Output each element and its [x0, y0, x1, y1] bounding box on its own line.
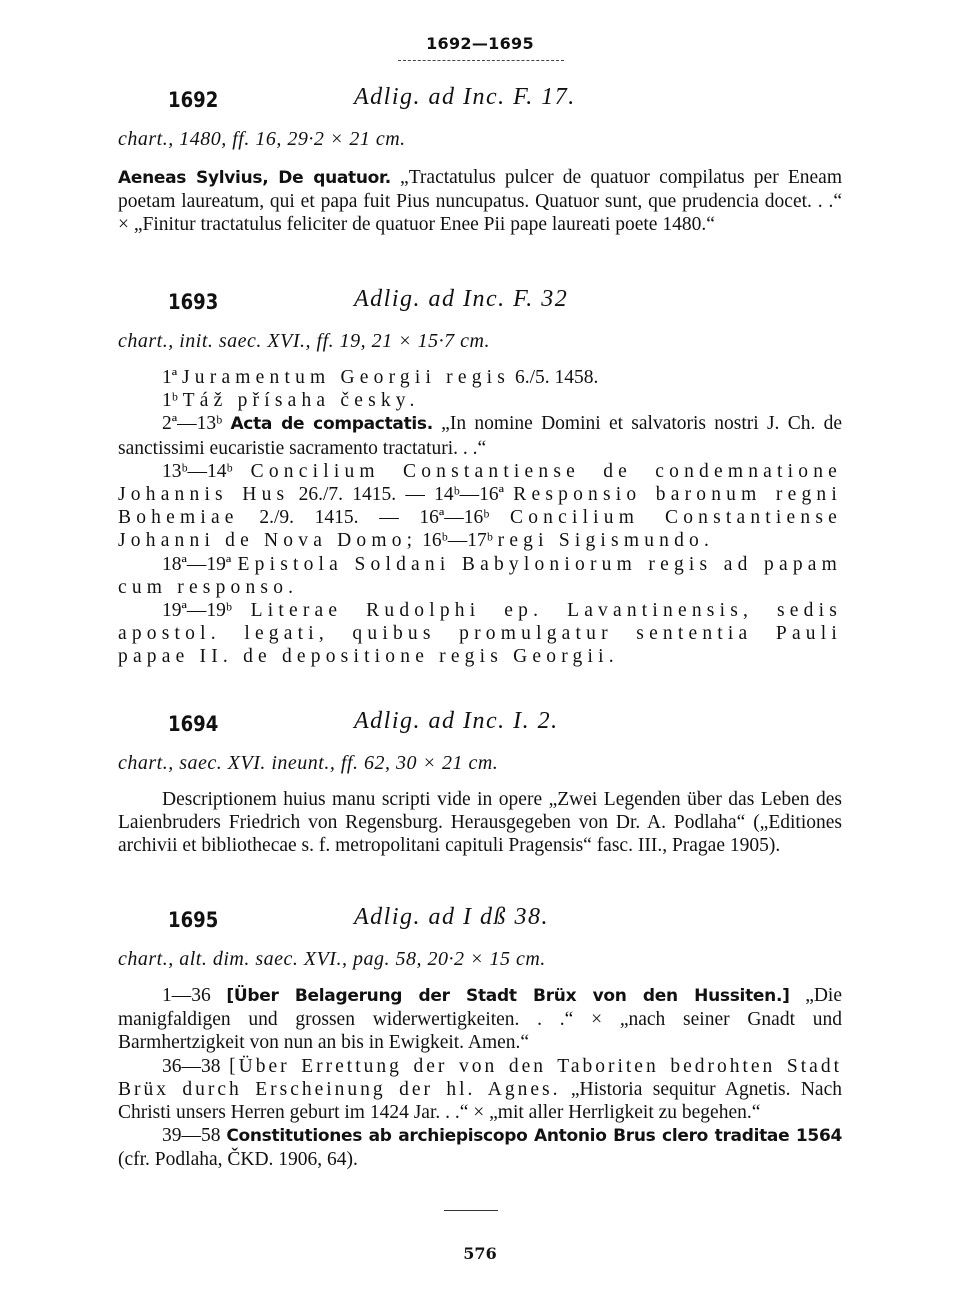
item-incipit: „In nomine Domini et salvatoris nostri J. Ch. de sanctissimi eucaristie sacramento tractaturi. . .“: [118, 413, 842, 459]
item-date: 6./5. 1458.: [510, 367, 599, 388]
entry-heading: [118, 904, 842, 946]
header-rule: [398, 60, 564, 61]
entry-contents: [118, 984, 842, 1172]
entry-number: 1693: [168, 290, 219, 314]
item-incipit: „Die manigfaldigen und grossen widerwertigkeiten. . .“ × „nach seiner Gnadt und Barmhertzigkeit von nun an bis in Ewigkeit. Amen.“: [118, 985, 843, 1054]
content-paragraph: [118, 460, 842, 553]
entry-contents: [118, 366, 842, 669]
content-paragraph: [118, 599, 842, 669]
catalog-entry-1695: [118, 904, 843, 1172]
content-paragraph: [118, 389, 842, 412]
item-date: 2./9. 1415. — 16ª—16ᵇ: [238, 507, 510, 529]
item-title: Concilium Constantiense de condemnatione Johannis Hus: [118, 460, 843, 506]
catalog-entry-1693: [118, 286, 843, 669]
entry-number: 1695: [168, 908, 219, 932]
content-paragraph: [118, 366, 842, 389]
page-range: 36—38: [162, 1055, 230, 1077]
item-title: Juramentum Georgii regis: [182, 367, 511, 388]
physical-description: chart., alt. dim. saec. XVI., pag. 58, 20·2 × 15 cm.: [118, 948, 546, 970]
item-title: regi Sigismundo.: [497, 530, 715, 552]
item-title: Táž přísaha česky.: [182, 390, 420, 412]
entry-heading: [118, 84, 842, 126]
footer-rule: [444, 1210, 498, 1211]
content-paragraph: [118, 1124, 842, 1171]
content-paragraph: [118, 1055, 842, 1125]
item-incipit: „Historia sequitur Agnetis. Nach Christi unsers Herren geburt im 1424 Jar. . .“ × „mit aller Herrligkeit zu begehen.“: [118, 1078, 842, 1124]
catalog-entry-1692: [118, 84, 843, 237]
physical-description: chart., 1480, ff. 16, 29·2 × 21 cm.: [118, 128, 406, 150]
item-title: [Über Belagerung der Stadt Brüx von den Hussiten.]: [226, 986, 790, 1006]
item-title: [Über Errettung der von den Taboriten bedrohten Stadt Brüx durch Erscheinung der hl. Agnes.: [118, 1055, 843, 1100]
item-reference: (cfr. Podlaha, ČKD. 1906, 64).: [118, 1149, 358, 1171]
folio-range: 1ª: [162, 367, 183, 388]
entry-heading: [118, 286, 842, 328]
folio-range: 1ᵇ: [162, 390, 183, 412]
shelf-signature: Adlig. ad Inc. F. 32: [354, 286, 569, 312]
entry-heading: [118, 708, 842, 750]
item-title: Literae Rudolphi ep. Lavantinensis, sedis apostol. legati, quibus promulgatur sententia Pauli papae II. de depositione regis Georgii.: [118, 600, 842, 668]
folio-range: 13ᵇ—14ᵇ: [162, 460, 251, 482]
page-number: 576: [463, 1244, 497, 1263]
catalog-entry-1694: [118, 708, 842, 858]
item-date: 26./7. 1415. — 14ᵇ—16ª: [289, 484, 514, 506]
page-range: 1—36: [162, 985, 227, 1006]
folio-range: 2ª—13ᵇ: [162, 413, 231, 435]
content-paragraph: [118, 412, 842, 459]
author-title: Aeneas Sylvius, De quatuor.: [118, 168, 391, 188]
item-title: Concilium Constantiense Johanni de Nova Domo;: [118, 507, 842, 552]
content-paragraph: [118, 984, 842, 1055]
entry-contents: [118, 166, 842, 237]
incipit-explicit: „Tractatulus pulcer de quatuor compilatus per Eneam poetam laureatum, qui et papa fuit Pius nuncupatus. Quatuor sunt, que prudencia docet. . .“ × „Finitur tractatulus feliciter de quatuor Enee Pii pape laureati poete 1480.“: [118, 167, 843, 236]
content-paragraph: [118, 166, 842, 237]
entry-number: 1692: [168, 88, 219, 112]
shelf-signature: Adlig. ad Inc. F. 17.: [354, 84, 576, 110]
content-paragraph: Descriptionem huius manu scripti vide in opere „Zwei Legenden über das Leben des Laienbruders Friedrich von Regensburg. Herausgegeben von Dr. A. Podlaha“ („Editiones archivii et bibliothecae s. f. metropolitani capituli Pragensis“ fasc. III., Pragae 1905).: [118, 789, 842, 857]
entry-contents: [118, 788, 842, 858]
folio-range: 18ª—19ª: [162, 553, 238, 575]
item-title: Responsio baronum regni Bohemiae: [118, 484, 842, 529]
folio-range: 16ᵇ—17ᵇ: [417, 530, 498, 552]
shelf-signature: Adlig. ad Inc. I. 2.: [354, 708, 559, 734]
physical-description: chart., saec. XVI. ineunt., ff. 62, 30 × 21 cm.: [118, 752, 499, 774]
item-title: Epistola Soldani Babyloniorum regis ad papam cum responso.: [118, 553, 842, 598]
running-title: 1692—1695: [426, 34, 534, 53]
shelf-signature: Adlig. ad I dß 38.: [354, 904, 549, 930]
item-title: Acta de compactatis.: [230, 414, 433, 435]
physical-description: chart., init. saec. XVI., ff. 19, 21 × 15·7 cm.: [118, 330, 490, 352]
content-paragraph: [118, 553, 842, 599]
item-title: Constitutiones ab archiepiscopo Antonio Brus clero traditae 1564: [226, 1126, 842, 1147]
entry-number: 1694: [168, 712, 219, 736]
page-range: 39—58: [162, 1125, 227, 1147]
folio-range: 19ª—19ᵇ: [162, 600, 251, 622]
